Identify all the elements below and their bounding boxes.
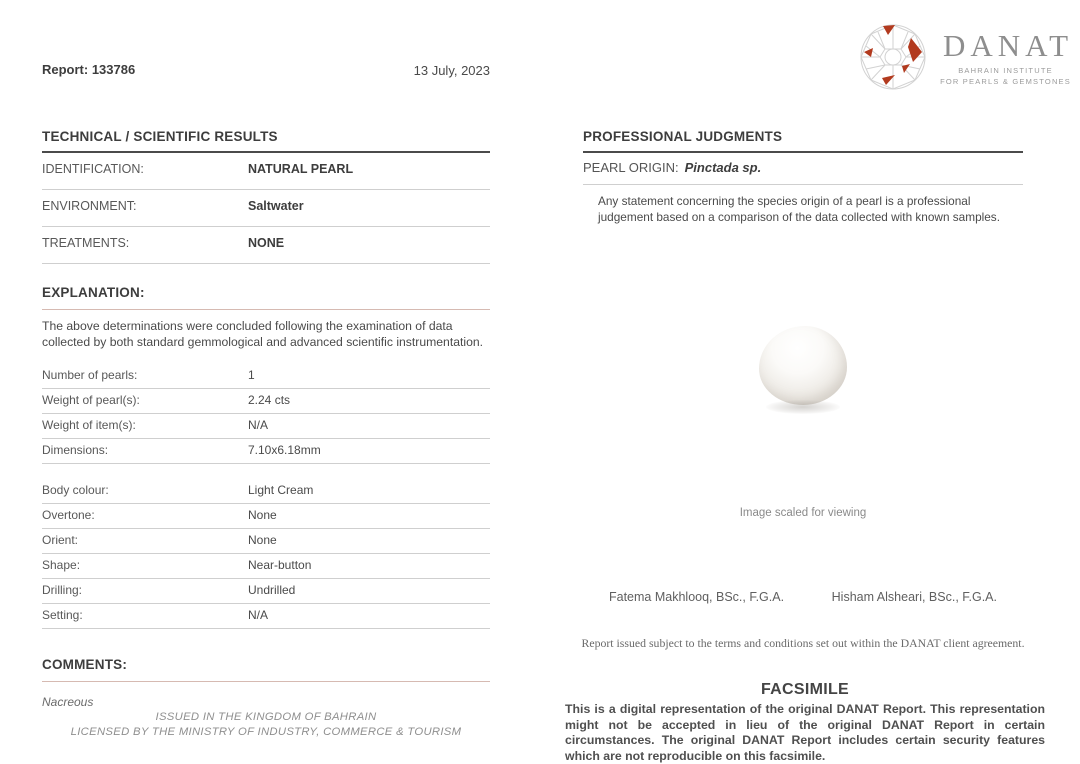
- table-row: [42, 364, 490, 389]
- pearl-origin-row: [583, 153, 1023, 185]
- identification-row: [42, 153, 490, 190]
- row-value: 2.24 cts: [248, 392, 291, 407]
- facsimile-title: FACSIMILE: [760, 681, 850, 698]
- logo-subtitle-line1: BAHRAIN INSTITUTE: [958, 66, 1053, 75]
- pearl-measurements-table: [42, 364, 490, 464]
- row-label: Dimensions:: [42, 442, 109, 457]
- table-row: [42, 439, 490, 464]
- origin-disclaimer: Any statement concerning the species origin of a pearl is a professional judgement based on a comparison of the data collected with known samples.: [598, 194, 1000, 224]
- signatures-row: [583, 590, 1023, 604]
- row-value: N/A: [248, 607, 269, 622]
- row-label: Weight of pearl(s):: [42, 392, 140, 407]
- environment-value: Saltwater: [248, 199, 304, 213]
- signature-right: Hisham Alsheari, BSc., F.G.A.: [831, 590, 997, 604]
- row-label: Weight of item(s):: [42, 417, 136, 432]
- row-label: Body colour:: [42, 482, 109, 497]
- row-label: Overtone:: [42, 507, 95, 522]
- row-value: Undrilled: [248, 582, 296, 597]
- table-row: [42, 554, 490, 579]
- row-value: 7.10x6.18mm: [248, 442, 321, 457]
- identification-value: NATURAL PEARL: [248, 162, 354, 176]
- environment-row: [42, 190, 490, 227]
- row-label: Shape:: [42, 557, 81, 572]
- issuer-line2: LICENSED BY THE MINISTRY OF INDUSTRY, COMMERCE & TOURISM: [70, 725, 462, 738]
- row-value: 1: [248, 367, 255, 382]
- logo-wordmark: DANAT: [943, 28, 1074, 63]
- identification-label: IDENTIFICATION:: [42, 162, 144, 176]
- pearl-shadow: [766, 400, 840, 414]
- comments-title: COMMENTS:: [42, 657, 490, 682]
- pearl-appearance-table: [42, 479, 490, 629]
- row-value: Near-button: [248, 557, 312, 572]
- pearl-photo: [583, 326, 1023, 414]
- pearl-image: [759, 326, 847, 405]
- pearl-origin-value: Pinctada sp.: [684, 160, 762, 175]
- table-row: [42, 579, 490, 604]
- report-number: Report: 133786: [42, 62, 136, 77]
- table-row: [42, 604, 490, 629]
- explanation-text: The above determinations were concluded following the examination of data collected by both standard gemmological and advanced scientific instrumentation.: [42, 319, 484, 350]
- treatments-label: TREATMENTS:: [42, 236, 130, 250]
- treatments-row: [42, 227, 490, 264]
- row-value: None: [248, 507, 277, 522]
- technical-results-section: [42, 129, 490, 709]
- row-label: Setting:: [42, 607, 83, 622]
- professional-judgments-section: [583, 129, 1023, 226]
- explanation-title: EXPLANATION:: [42, 285, 490, 310]
- logo-subtitle: [940, 66, 1071, 88]
- professional-judgments-title: PROFESSIONAL JUDGMENTS: [583, 129, 1023, 153]
- row-label: Drilling:: [42, 582, 83, 597]
- facsimile-section: [565, 681, 1045, 764]
- table-row: [42, 414, 490, 439]
- image-caption: Image scaled for viewing: [739, 507, 867, 519]
- table-row: [42, 504, 490, 529]
- table-row: [42, 389, 490, 414]
- logo-subtitle-line2: FOR PEARLS & GEMSTONES: [940, 76, 1071, 86]
- issuer-line1: ISSUED IN THE KINGDOM OF BAHRAIN: [155, 711, 377, 723]
- comments-text: Nacreous: [42, 694, 94, 709]
- report-date: 13 July, 2023: [413, 63, 490, 78]
- signature-left: Fatema Makhlooq, BSc., F.G.A.: [609, 590, 785, 604]
- row-value: None: [248, 532, 277, 547]
- issuer-statement: [42, 710, 490, 739]
- treatments-value: NONE: [248, 236, 285, 250]
- pearl-origin-label: PEARL ORIGIN:: [583, 160, 679, 175]
- danat-logo: [858, 22, 1073, 97]
- row-label: Number of pearls:: [42, 367, 138, 382]
- row-value: Light Cream: [248, 482, 314, 497]
- table-row: [42, 529, 490, 554]
- facsimile-text: This is a digital representation of the original DANAT Report. This representation might not be accepted in lieu of the original DANAT Report in certain circumstances. The original DANAT Report includes certain security features which are not reproducible on this facsimile.: [565, 702, 1045, 763]
- technical-results-title: TECHNICAL / SCIENTIFIC RESULTS: [42, 129, 490, 153]
- table-row: [42, 479, 490, 504]
- terms-statement: Report issued subject to the terms and conditions set out within the DANAT client agreement.: [581, 636, 1025, 650]
- row-label: Orient:: [42, 532, 79, 547]
- gemstone-icon: [858, 22, 928, 97]
- environment-label: ENVIRONMENT:: [42, 199, 137, 213]
- row-value: N/A: [248, 417, 269, 432]
